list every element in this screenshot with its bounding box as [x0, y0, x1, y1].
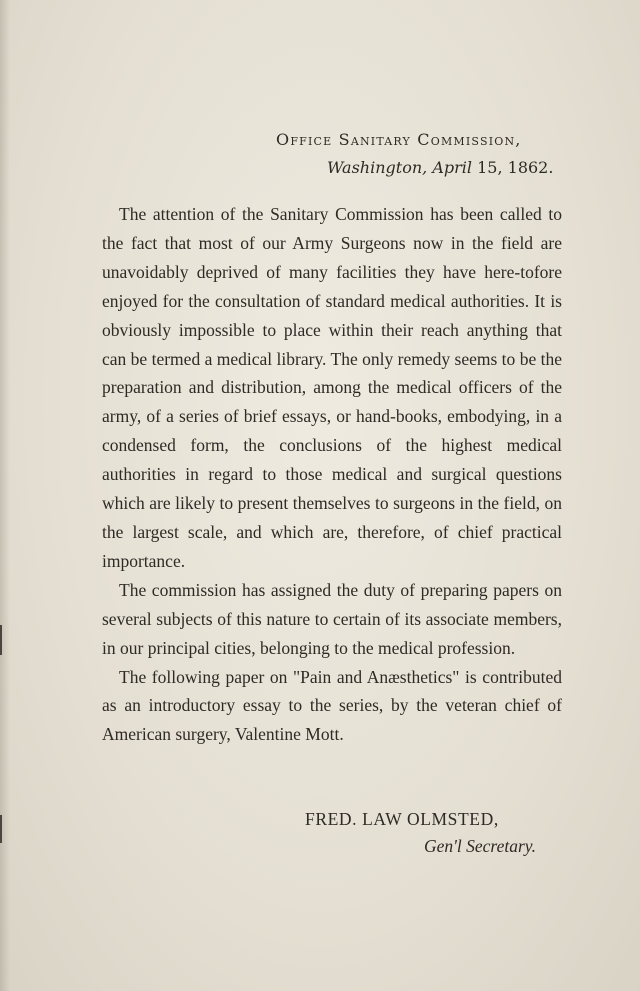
- signature-title: Gen'l Secretary.: [424, 836, 536, 856]
- letter-body: [102, 200, 562, 749]
- dateline-date: 15, 1862.: [477, 158, 554, 177]
- binding-mark: [0, 625, 2, 655]
- paragraph: The following paper on "Pain and Anæsthetics" is contributed as an introductory essay to the series, by the veteran chief of American surgery, Valentine Mott.: [102, 666, 562, 745]
- signature-name: FRED. LAW OLMSTED,: [305, 809, 499, 829]
- office-heading: [276, 130, 522, 149]
- office-heading-text: Office Sanitary Commission,: [276, 130, 522, 149]
- paragraph: The commission has assigned the duty of preparing papers on several subjects of this nature to certain of its associate members, in our principal cities, belonging to the medical profession.: [102, 579, 562, 658]
- dateline-month: April: [432, 158, 473, 177]
- binding-mark: [0, 815, 2, 843]
- paragraph: The attention of the Sanitary Commission has been called to the fact that most of our Army Surgeons now in the field are unavoidably deprived of many facilities they have here-tofore enjoyed for the consultation of standard medical authorities. It is obviously impossible to place within their reach anything that can be termed a medical library. The only remedy seems to be the preparation and distribution, among the medical officers of the army, of a series of brief essays, or hand-books, embodying, in a condensed form, the conclusions of the highest medical authorities in regard to those medical and surgical questions which are likely to present themselves to surgeons in the field, on the largest scale, and which are, therefore, of chief practical importance.: [102, 204, 562, 571]
- dateline-place: Washington,: [327, 158, 428, 177]
- dateline: [327, 158, 553, 177]
